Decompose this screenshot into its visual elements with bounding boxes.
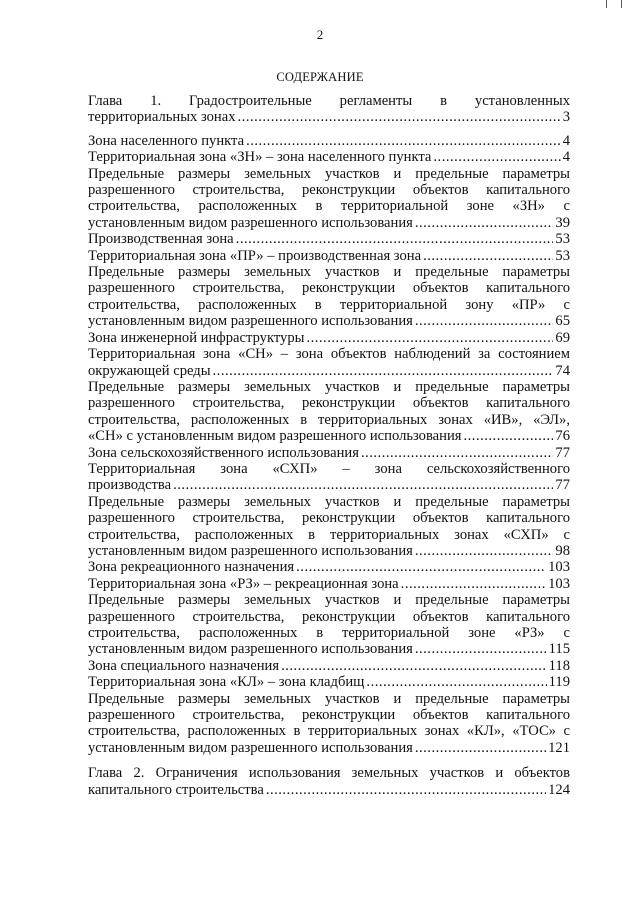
toc-entry-last-line (88, 330, 570, 346)
dot-leader (296, 559, 546, 575)
dot-leader (266, 782, 546, 798)
toc-entry[interactable] (88, 765, 570, 798)
dot-leader (361, 445, 553, 461)
toc-entry-title: Производственная зона (88, 231, 234, 248)
toc-entry-last-line (88, 641, 570, 657)
toc-page-number: 77 (555, 444, 570, 461)
toc-entry-title: Зона населенного пункта (88, 132, 245, 149)
toc-entry[interactable] (88, 494, 570, 560)
toc-entry-last-line (88, 782, 570, 798)
toc-entry-line: строительства, расположенных в территориальных зонах «КЛ», «ТОС» с (88, 723, 570, 740)
toc-entry-line: строительства, расположенных в территориальной зоне «ЗН» с (88, 198, 570, 215)
toc-page-number: 53 (555, 247, 570, 264)
toc-page-number: 4 (562, 132, 570, 149)
toc-entry-title: Территориальная зона «КЛ» – зона кладбищ (88, 674, 365, 691)
dot-leader (246, 133, 561, 149)
toc-entry-title: Территориальная зона «РЗ» – рекреационная зона (88, 575, 399, 592)
toc-entry-last-line (88, 133, 570, 149)
dot-leader (423, 248, 553, 264)
toc-entry-line: Предельные размеры земельных участков и предельные параметры (88, 165, 570, 182)
toc-entry-line: Глава 2. Ограничения использования земельных участков и объектов (88, 765, 570, 782)
toc-entry-last-line (88, 445, 570, 461)
dot-leader (415, 215, 554, 231)
dot-leader (173, 477, 553, 493)
toc-entry-last-line (88, 215, 570, 231)
toc-entry-line: разрешенного строительства, реконструкции объектов капитального (88, 707, 570, 724)
toc-entry-title: установленным видом разрешенного использования (88, 542, 413, 559)
toc-entry-line: строительства, расположенных в территориальной зоне «РЗ» с (88, 625, 570, 641)
corner-mark (606, 0, 622, 8)
dot-leader (366, 674, 546, 690)
toc-page-number: 3 (562, 109, 570, 126)
toc-entry-title: окружающей среды (88, 362, 211, 379)
toc-entry[interactable] (88, 264, 570, 330)
toc-entry-title: Зона сельскохозяйственного использования (88, 444, 359, 461)
toc-entry-line: разрешенного строительства, реконструкции объектов капитального (88, 395, 570, 412)
toc-entry-line: Предельные размеры земельных участков и предельные параметры (88, 378, 570, 395)
toc-entry-last-line (88, 231, 570, 247)
toc-page-number: 65 (555, 313, 570, 330)
toc-entry-title: капитального строительства (88, 781, 264, 798)
dot-leader (415, 313, 554, 329)
toc-entry-line: разрешенного строительства, реконструкции объектов капитального (88, 182, 570, 199)
toc-entry-last-line (88, 149, 570, 165)
dot-leader (213, 363, 554, 379)
toc-entry-title: Зона рекреационного назначения (88, 559, 295, 576)
toc-entry-line: Предельные размеры земельных участков и предельные параметры (88, 690, 570, 707)
toc-entry[interactable] (88, 445, 570, 461)
toc-page-number: 4 (562, 149, 570, 166)
toc-page-number: 115 (548, 641, 570, 658)
toc-entry-last-line (88, 658, 570, 674)
dot-leader (464, 428, 554, 444)
toc-page-number: 76 (555, 428, 570, 445)
dot-leader (415, 641, 547, 657)
toc-entry-last-line (88, 576, 570, 592)
toc-page-number: 124 (548, 781, 570, 798)
toc-entry[interactable] (88, 231, 570, 247)
toc-entry[interactable] (88, 149, 570, 165)
page-title: СОДЕРЖАНИЕ (276, 70, 364, 84)
toc-entry-line: Предельные размеры земельных участков и предельные параметры (88, 264, 570, 281)
toc-entry-line: строительства, расположенных в территориальных зонах «ИВ», «ЭЛ», (88, 411, 570, 428)
toc-entry[interactable] (88, 330, 570, 346)
toc-entry-line: Глава 1. Градостроительные регламенты в установленных (88, 93, 570, 109)
dot-leader (281, 658, 547, 674)
toc-entry-line: строительства, расположенных в территориальных зонах «СХП» с (88, 526, 570, 543)
toc-page-number: 121 (548, 739, 570, 756)
toc-entry-line: разрешенного строительства, реконструкции объектов капитального (88, 280, 570, 297)
toc-entry-line: Территориальная зона «СН» – зона объектов наблюдений за состоянием (88, 346, 570, 363)
toc-entry-title: установленным видом разрешенного использования (88, 641, 413, 658)
toc-entry[interactable] (88, 576, 570, 592)
toc-entry[interactable] (88, 166, 570, 232)
page-number: 2 (316, 27, 324, 42)
dot-leader (306, 330, 553, 346)
toc-entry-title: Территориальная зона «ЗН» – зона населенного пункта (88, 149, 432, 166)
toc-entry[interactable] (88, 346, 570, 379)
toc-page-number: 98 (555, 542, 570, 559)
toc-entry[interactable] (88, 559, 570, 575)
toc-entry-title: Территориальная зона «ПР» – производственная зона (88, 247, 422, 264)
toc-entry-last-line (88, 740, 570, 756)
toc-entry[interactable] (88, 658, 570, 674)
toc-page-number: 69 (555, 329, 570, 346)
dot-leader (236, 231, 554, 247)
toc-entry-title: территориальных зонах (88, 109, 236, 126)
toc-entry-line: Предельные размеры земельных участков и предельные параметры (88, 592, 570, 609)
dot-leader (415, 740, 546, 756)
toc-entry-title: «СН» с установленным видом разрешенного использования (88, 428, 462, 445)
toc-page-number: 103 (548, 559, 570, 576)
toc-entry[interactable] (88, 674, 570, 690)
toc-entry-line: строительства, расположенных в территориальной зону «ПР» с (88, 296, 570, 313)
toc-entry-last-line (88, 313, 570, 329)
dot-leader (238, 109, 561, 125)
toc-page-number: 118 (548, 657, 570, 674)
toc-page-number: 53 (555, 231, 570, 248)
dot-leader (401, 576, 546, 592)
toc-entry[interactable] (88, 133, 570, 149)
toc-entry-last-line (88, 477, 570, 493)
toc-entry[interactable] (88, 379, 570, 445)
toc-page-number: 39 (555, 214, 570, 231)
toc-entry-title: Зона инженерной инфраструктуры (88, 329, 305, 346)
toc-entry-title: установленным видом разрешенного использования (88, 313, 413, 330)
toc-entry[interactable] (88, 93, 570, 126)
toc-entry-last-line (88, 109, 570, 125)
toc-entry[interactable] (88, 691, 570, 757)
toc-entry-line: разрешенного строительства, реконструкции объектов капитального (88, 608, 570, 625)
toc-entry[interactable] (88, 248, 570, 264)
toc-page-number: 119 (548, 674, 570, 691)
toc-page-number: 74 (555, 362, 570, 379)
table-of-contents (88, 93, 570, 798)
toc-page-number: 103 (548, 575, 570, 592)
toc-entry-line: Предельные размеры земельных участков и предельные параметры (88, 493, 570, 510)
toc-entry-title: Зона специального назначения (88, 657, 280, 674)
toc-entry-line: разрешенного строительства, реконструкции объектов капитального (88, 510, 570, 527)
toc-entry[interactable] (88, 461, 570, 494)
toc-entry[interactable] (88, 592, 570, 658)
toc-entry-last-line (88, 559, 570, 575)
toc-entry-line: Территориальная зона «СХП» – зона сельскохозяйственного (88, 460, 570, 477)
toc-entry-last-line (88, 543, 570, 559)
toc-entry-last-line (88, 674, 570, 690)
dot-leader (433, 149, 560, 165)
toc-entry-last-line (88, 363, 570, 379)
toc-entry-last-line (88, 428, 570, 444)
toc-entry-title: установленным видом разрешенного использования (88, 739, 413, 756)
toc-entry-last-line (88, 248, 570, 264)
toc-entry-title: производства (88, 477, 172, 494)
toc-entry-title: установленным видом разрешенного использования (88, 214, 413, 231)
toc-page-number: 77 (555, 477, 570, 494)
dot-leader (415, 543, 554, 559)
